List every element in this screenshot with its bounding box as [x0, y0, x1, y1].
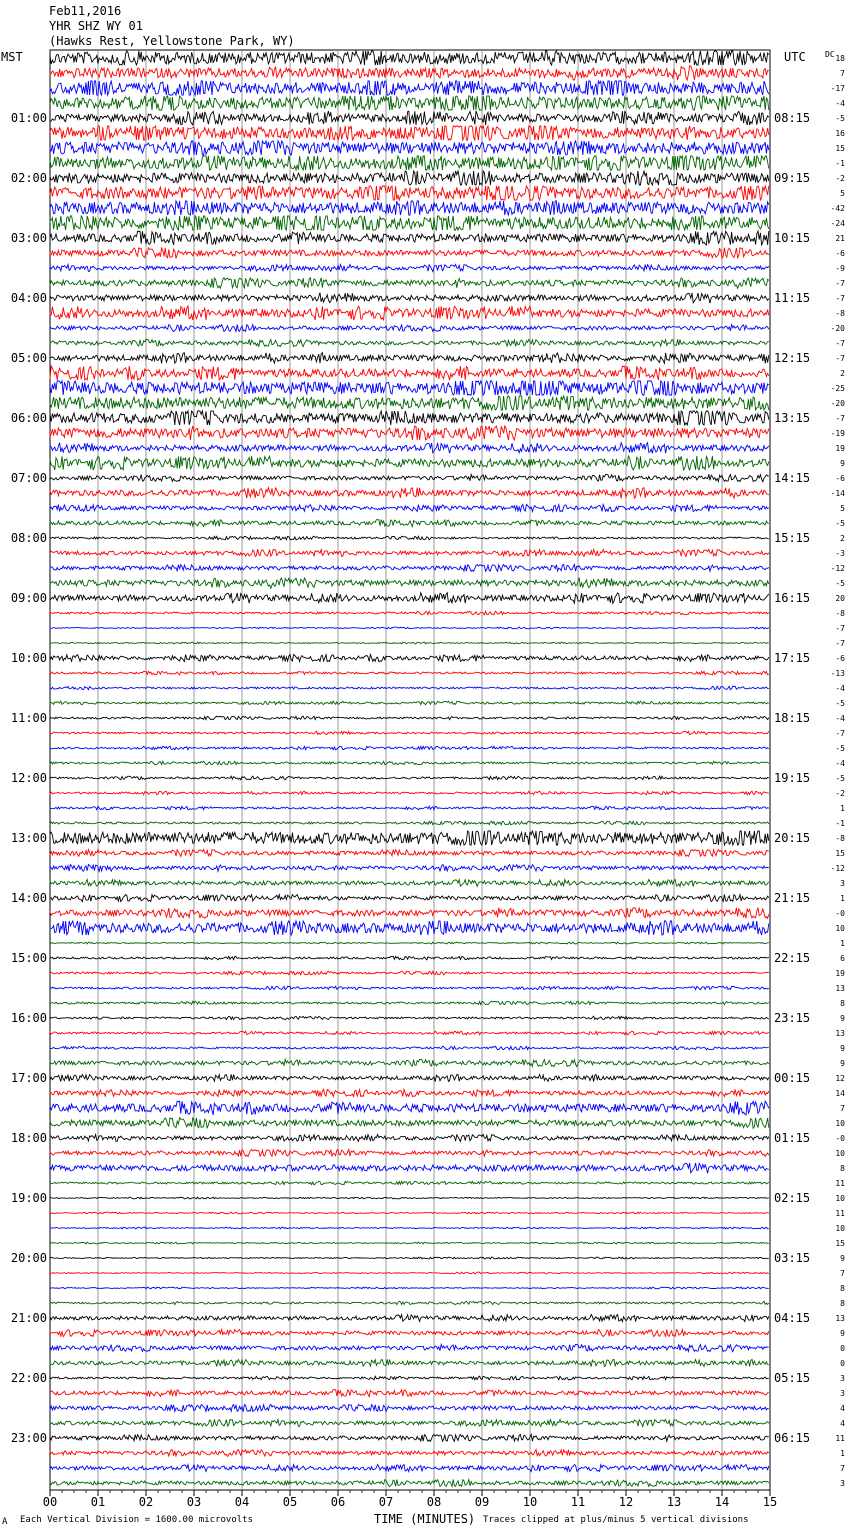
utc-hour-label: 22:15: [774, 951, 811, 965]
mst-hour-label: 01:00: [10, 111, 47, 125]
utc-hour-label: 13:15: [774, 411, 811, 425]
trace-group: [50, 51, 769, 1487]
trace-row: [50, 1376, 769, 1380]
dc-offset-label: 12: [835, 1074, 845, 1083]
mst-hour-label: 07:00: [10, 471, 47, 485]
dc-offset-label: 10: [835, 1149, 845, 1158]
dc-offset-label: -9: [835, 264, 845, 273]
dc-offset-label: 3: [840, 879, 845, 888]
mst-hour-label: 19:00: [10, 1191, 47, 1205]
dc-offset-label: -20: [830, 399, 845, 408]
mst-hour-label: 23:00: [10, 1431, 47, 1445]
x-tick-label: 10: [522, 1495, 538, 1509]
trace-row: [50, 1287, 769, 1289]
utc-hour-label: 01:15: [774, 1131, 811, 1145]
mst-hour-label: 17:00: [10, 1071, 47, 1085]
trace-row: [50, 761, 769, 765]
utc-hour-label: 12:15: [774, 351, 811, 365]
trace-row: [50, 1181, 769, 1185]
dc-offset-label: 7: [840, 1269, 845, 1278]
mst-hour-label: 06:00: [10, 411, 47, 425]
x-tick-label: 15: [762, 1495, 778, 1509]
trace-row: [50, 565, 769, 572]
trace-row: [50, 1344, 769, 1351]
utc-hour-label: 05:15: [774, 1371, 811, 1385]
dc-offset-label: -42: [830, 204, 845, 213]
mst-hour-label: 22:00: [10, 1371, 47, 1385]
trace-row: [50, 1465, 769, 1472]
dc-offset-label: -25: [830, 384, 845, 393]
dc-offset-label: -6: [835, 474, 845, 483]
trace-row: [50, 293, 769, 303]
trace-row: [50, 549, 769, 556]
dc-offset-label: 6: [840, 954, 845, 963]
dc-offset-label: -8: [835, 834, 845, 843]
dc-offset-label: -4: [835, 759, 845, 768]
dc-offset-label: 5: [840, 504, 845, 513]
trace-row: [50, 278, 769, 289]
dc-offset-label: 3: [840, 1374, 845, 1383]
x-tick-label: 09: [474, 1495, 490, 1509]
trace-row: [50, 865, 769, 872]
dc-offset-label: 5: [840, 189, 845, 198]
x-tick-label: 11: [570, 1495, 586, 1509]
dc-offset-label: 11: [835, 1434, 845, 1443]
trace-row: [50, 231, 769, 245]
trace-row: [50, 1074, 769, 1081]
dc-offset-label: 20: [835, 594, 845, 603]
dc-offset-label: -12: [830, 864, 845, 873]
trace-row: [50, 381, 769, 395]
trace-row: [50, 474, 769, 481]
trace-row: [50, 1059, 769, 1066]
trace-row: [50, 776, 769, 780]
dc-offset-label: 9: [840, 1044, 845, 1053]
mst-hour-label: 16:00: [10, 1011, 47, 1025]
mst-hour-label: 15:00: [10, 951, 47, 965]
dc-offset-label: -2: [835, 174, 845, 183]
trace-row: [50, 1212, 769, 1214]
trace-row: [50, 1001, 769, 1005]
dc-offset-label: 13: [835, 1314, 845, 1323]
dc-offset-label: -13: [830, 669, 845, 678]
x-tick-label: 02: [138, 1495, 154, 1509]
trace-row: [50, 879, 769, 886]
trace-row: [50, 248, 769, 259]
utc-hour-label: 11:15: [774, 291, 811, 305]
utc-hour-label: 18:15: [774, 711, 811, 725]
mst-label: MST: [1, 50, 23, 64]
header-station: YHR SHZ WY 01: [49, 19, 143, 33]
dc-offset-label: 3: [840, 1479, 845, 1488]
utc-hour-label: 09:15: [774, 171, 811, 185]
trace-row: [50, 611, 769, 615]
dc-offset-label: 10: [835, 1224, 845, 1233]
utc-hour-label: 10:15: [774, 231, 811, 245]
trace-row: [50, 746, 769, 750]
dc-offset-label: -17: [830, 84, 845, 93]
dc-offset-label: -8: [835, 609, 845, 618]
dc-offset-label: -4: [835, 99, 845, 108]
dc-offset-label: 15: [835, 849, 845, 858]
dc-offset-label: 13: [835, 984, 845, 993]
dc-offset-label: 9: [840, 459, 845, 468]
dc-offset-label: -5: [835, 519, 845, 528]
utc-hour-label: 23:15: [774, 1011, 811, 1025]
trace-row: [50, 51, 769, 65]
mst-hour-label: 04:00: [10, 291, 47, 305]
dc-offset-label: -1: [835, 159, 845, 168]
trace-row: [50, 1257, 769, 1259]
trace-row: [50, 366, 769, 380]
utc-hour-label: 00:15: [774, 1071, 811, 1085]
dc-offset-label: 10: [835, 924, 845, 933]
trace-row: [50, 1150, 769, 1157]
trace-row: [50, 126, 769, 140]
trace-row: [50, 642, 769, 644]
utc-hour-label: 19:15: [774, 771, 811, 785]
trace-row: [50, 593, 769, 604]
dc-offset-label: -7: [835, 339, 845, 348]
mst-hour-label: 14:00: [10, 891, 47, 905]
utc-hour-label: 06:15: [774, 1431, 811, 1445]
header-date: Feb11,2016: [49, 4, 122, 18]
dc-offset-label: -4: [835, 684, 845, 693]
dc-offset-label: -0: [835, 909, 845, 918]
dc-offset-label: 19: [835, 444, 845, 453]
mst-hour-label: 11:00: [10, 711, 47, 725]
trace-row: [50, 716, 769, 720]
trace-row: [50, 1242, 769, 1244]
dc-offset-label: -7: [835, 414, 845, 423]
utc-label: UTC: [784, 50, 806, 64]
x-tick-label: 14: [714, 1495, 730, 1509]
utc-hour-label: 17:15: [774, 651, 811, 665]
trace-row: [50, 791, 769, 795]
x-tick-label: 08: [426, 1495, 442, 1509]
dc-offset-label: -14: [830, 489, 845, 498]
trace-row: [50, 171, 769, 185]
dc-offset-label: -12: [830, 564, 845, 573]
trace-row: [50, 216, 769, 230]
dc-offset-label: -5: [835, 114, 845, 123]
trace-row: [50, 731, 769, 735]
trace-row: [50, 1480, 769, 1487]
x-tick-label: 03: [186, 1495, 202, 1509]
trace-row: [50, 353, 769, 364]
dc-offset-label: 1: [840, 1449, 845, 1458]
trace-row: [50, 627, 769, 629]
mst-hour-label: 18:00: [10, 1131, 47, 1145]
dc-offset-label: 8: [840, 1299, 845, 1308]
dc-offset-label: -6: [835, 249, 845, 258]
trace-row: [50, 426, 769, 440]
trace-row: [50, 671, 769, 675]
mst-hour-label: 21:00: [10, 1311, 47, 1325]
mst-hour-label: 12:00: [10, 771, 47, 785]
dc-offset-label: 13: [835, 1029, 845, 1038]
clip-note: Traces clipped at plus/minus 5 vertical divisions: [483, 1515, 749, 1525]
trace-row: [50, 956, 769, 960]
dc-offset-label: 1: [840, 939, 845, 948]
dc-offset-label: 9: [840, 1329, 845, 1338]
dc-label: DC: [825, 50, 835, 59]
trace-row: [50, 141, 769, 155]
utc-hour-label: 03:15: [774, 1251, 811, 1265]
trace-row: [50, 504, 769, 511]
dc-offset-label: 14: [835, 1089, 845, 1098]
trace-row: [50, 1359, 769, 1366]
x-tick-label: 06: [330, 1495, 346, 1509]
trace-row: [50, 1449, 769, 1456]
dc-offset-label: 2: [840, 534, 845, 543]
x-tick-label: 01: [90, 1495, 106, 1509]
trace-row: [50, 1089, 769, 1096]
dc-offset-label: 8: [840, 999, 845, 1008]
dc-offset-label: 7: [840, 1104, 845, 1113]
dc-offset-label: -7: [835, 279, 845, 288]
dc-offset-label: -6: [835, 654, 845, 663]
trace-row: [50, 411, 769, 425]
dc-offset-label: -19: [830, 429, 845, 438]
trace-row: [50, 1134, 769, 1141]
mst-hour-label: 05:00: [10, 351, 47, 365]
dc-offset-label: -8: [835, 309, 845, 318]
utc-hour-label: 04:15: [774, 1311, 811, 1325]
dc-offset-label: 15: [835, 1239, 845, 1248]
utc-hour-label: 02:15: [774, 1191, 811, 1205]
trace-row: [50, 1101, 769, 1115]
mst-hour-label: 20:00: [10, 1251, 47, 1265]
trace-row: [50, 701, 769, 705]
trace-row: [50, 986, 769, 990]
mst-hour-label: 08:00: [10, 531, 47, 545]
trace-row: [50, 1390, 769, 1397]
dc-offset-label: -3: [835, 549, 845, 558]
trace-row: [50, 654, 769, 661]
trace-row: [50, 1016, 769, 1020]
mst-hour-label: 03:00: [10, 231, 47, 245]
trace-row: [50, 536, 769, 540]
trace-row: [50, 520, 769, 527]
dc-offset-label: 7: [840, 1464, 845, 1473]
trace-row: [50, 111, 769, 125]
dc-offset-label: 4: [840, 1419, 845, 1428]
corner-mark: A: [2, 1517, 8, 1527]
x-tick-label: 13: [666, 1495, 682, 1509]
dc-offset-label: 1: [840, 894, 845, 903]
dc-offset-label: -7: [835, 354, 845, 363]
trace-row: [50, 971, 769, 975]
mst-hour-label: 09:00: [10, 591, 47, 605]
plot-frame: [50, 50, 770, 1490]
scale-note: Each Vertical Division = 1600.00 microvolts: [20, 1515, 253, 1525]
trace-row: [50, 66, 769, 80]
trace-row: [50, 1046, 769, 1050]
x-axis-title: TIME (MINUTES): [374, 1512, 476, 1526]
dc-offset-label: -5: [835, 579, 845, 588]
trace-row: [50, 895, 769, 902]
trace-row: [50, 908, 769, 919]
trace-row: [50, 456, 769, 470]
trace-row: [50, 686, 769, 690]
trace-row: [50, 1272, 769, 1274]
trace-row: [50, 1435, 769, 1442]
dc-offset-label: -7: [835, 624, 845, 633]
dc-offset-label: 0: [840, 1344, 845, 1353]
dc-offset-label: 0: [840, 1359, 845, 1368]
x-tick-label: 00: [42, 1495, 58, 1509]
x-tick-label: 04: [234, 1495, 250, 1509]
header-location: (Hawks Rest, Yellowstone Park, WY): [49, 34, 295, 48]
dc-offset-label: 11: [835, 1209, 845, 1218]
dc-offset-label: 11: [835, 1179, 845, 1188]
trace-row: [50, 1118, 769, 1129]
trace-row: [50, 81, 769, 95]
dc-offset-label: 19: [835, 969, 845, 978]
x-tick-label: 07: [378, 1495, 394, 1509]
dc-offset-label: -20: [830, 324, 845, 333]
dc-offset-label: 10: [835, 1119, 845, 1128]
trace-row: [50, 942, 769, 944]
dc-offset-label: 9: [840, 1059, 845, 1068]
trace-row: [50, 396, 769, 410]
dc-offset-label: -4: [835, 714, 845, 723]
dc-offset-label: 18: [835, 54, 845, 63]
dc-offset-label: 7: [840, 69, 845, 78]
dc-offset-label: -5: [835, 699, 845, 708]
dc-offset-label: -2: [835, 789, 845, 798]
trace-row: [50, 156, 769, 170]
dc-offset-label: 1: [840, 804, 845, 813]
utc-hour-label: 14:15: [774, 471, 811, 485]
trace-row: [50, 1404, 769, 1411]
dc-offset-label: -24: [830, 219, 845, 228]
trace-row: [50, 1315, 769, 1322]
trace-row: [50, 1330, 769, 1337]
trace-row: [50, 578, 769, 589]
trace-row: [50, 186, 769, 200]
trace-row: [50, 1227, 769, 1229]
dc-offset-label: -1: [835, 819, 845, 828]
trace-row: [50, 264, 769, 271]
trace-row: [50, 306, 769, 320]
dc-offset-label: -7: [835, 294, 845, 303]
x-tick-label: 05: [282, 1495, 298, 1509]
trace-row: [50, 325, 769, 332]
mst-hour-label: 10:00: [10, 651, 47, 665]
utc-hour-label: 15:15: [774, 531, 811, 545]
dc-offset-label: 10: [835, 1194, 845, 1203]
dc-offset-label: 9: [840, 1014, 845, 1023]
trace-row: [50, 1301, 769, 1305]
trace-row: [50, 1197, 769, 1199]
trace-row: [50, 443, 769, 454]
utc-hour-label: 08:15: [774, 111, 811, 125]
trace-row: [50, 821, 769, 825]
utc-hour-label: 21:15: [774, 891, 811, 905]
dc-offset-label: 16: [835, 129, 845, 138]
dc-offset-label: 21: [835, 234, 845, 243]
trace-row: [50, 806, 769, 810]
trace-row: [50, 96, 769, 110]
trace-row: [50, 1163, 769, 1173]
dc-offset-label: 8: [840, 1284, 845, 1293]
utc-hour-label: 20:15: [774, 831, 811, 845]
trace-row: [50, 849, 769, 856]
trace-row: [50, 488, 769, 499]
trace-row: [50, 831, 769, 845]
dc-offset-label: -5: [835, 744, 845, 753]
utc-hour-label: 16:15: [774, 591, 811, 605]
dc-offset-label: 3: [840, 1389, 845, 1398]
trace-row: [50, 339, 769, 346]
dc-offset-label: 9: [840, 1254, 845, 1263]
dc-offset-label: -5: [835, 774, 845, 783]
x-tick-label: 12: [618, 1495, 634, 1509]
dc-offset-label: -7: [835, 639, 845, 648]
mst-hour-label: 13:00: [10, 831, 47, 845]
trace-row: [50, 1419, 769, 1426]
dc-offset-label: 8: [840, 1164, 845, 1173]
trace-row: [50, 1031, 769, 1035]
dc-offset-label: 2: [840, 369, 845, 378]
dc-offset-label: -0: [835, 1134, 845, 1143]
dc-offset-label: 4: [840, 1404, 845, 1413]
dc-offset-label: -7: [835, 729, 845, 738]
trace-row: [50, 921, 769, 935]
dc-offset-label: 15: [835, 144, 845, 153]
trace-row: [50, 201, 769, 215]
mst-hour-label: 02:00: [10, 171, 47, 185]
